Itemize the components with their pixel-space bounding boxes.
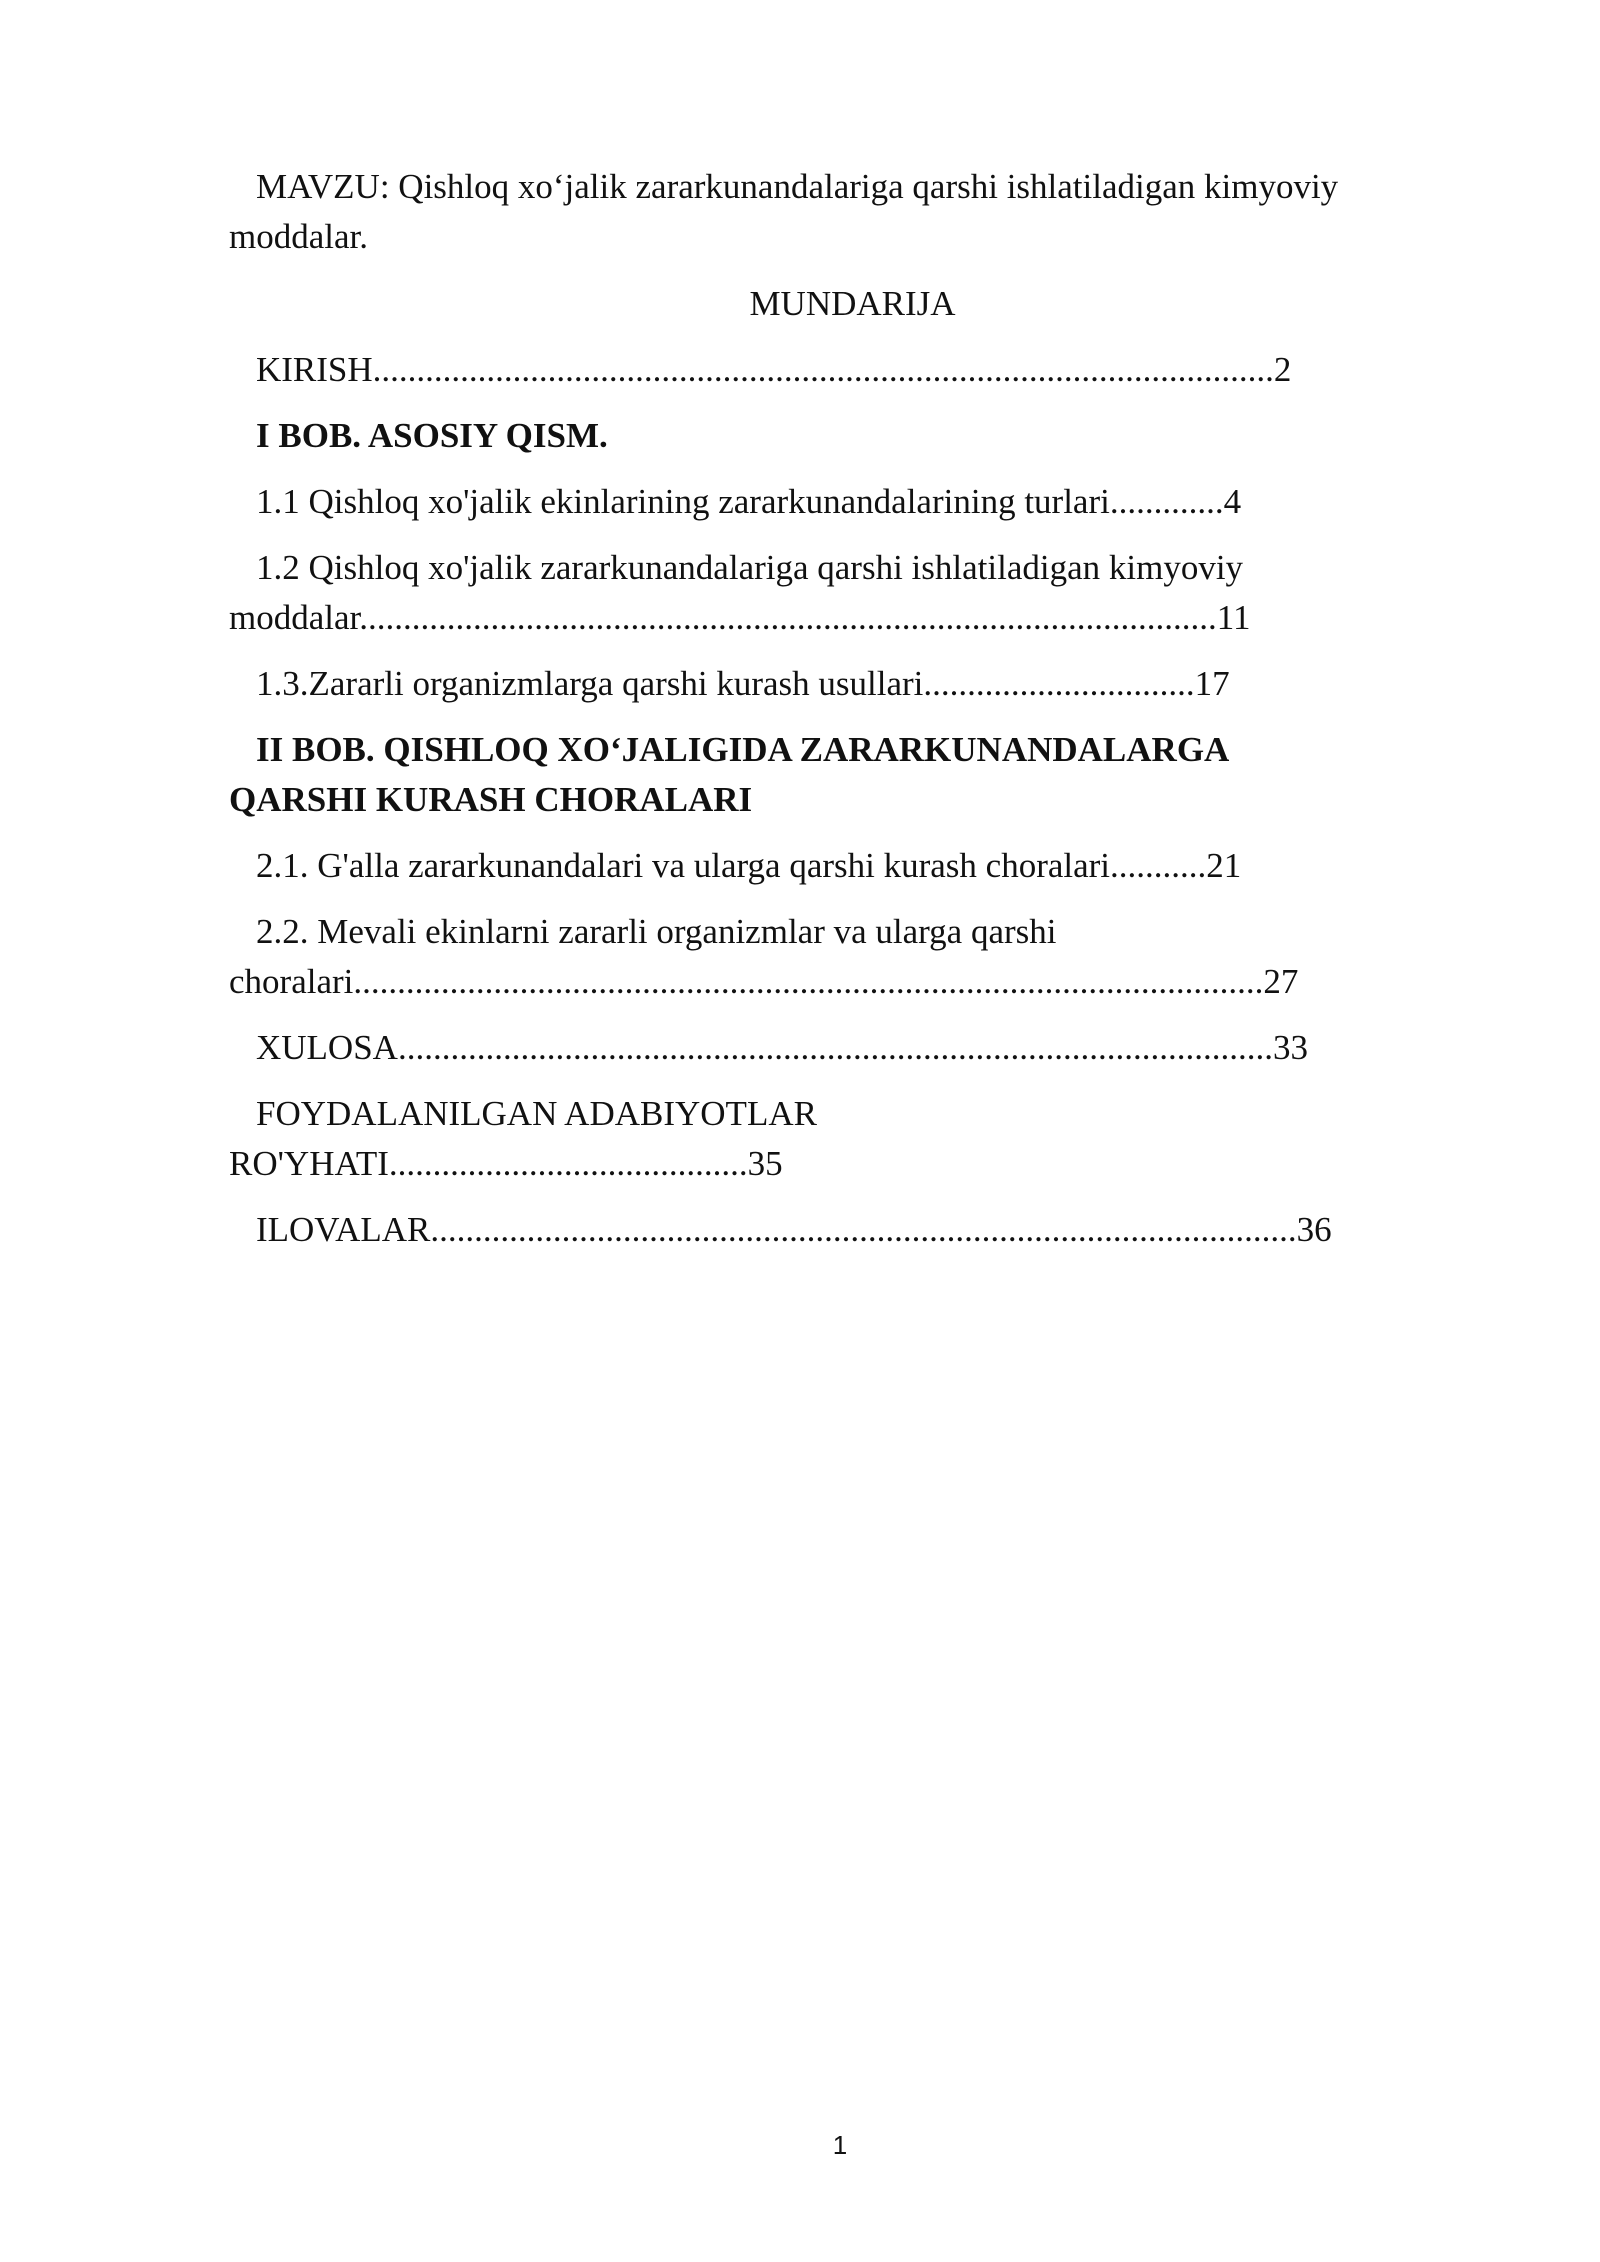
toc-entry-1-2-line-2: moddalar..................................................................................................11 bbox=[229, 598, 1251, 637]
page-number: 1 bbox=[832, 2130, 848, 2160]
toc-title: MUNDARIJA bbox=[749, 284, 956, 323]
toc-entry-xulosa: XULOSA....................................................................................................33 bbox=[256, 1028, 1308, 1067]
toc-entry-2-2-line-1: 2.2. Mevali ekinlarni zararli organizmlar va ularga qarshi bbox=[256, 912, 1057, 951]
toc-entry-1-3: 1.3.Zararli organizmlarga qarshi kurash usullari...............................17 bbox=[256, 664, 1230, 703]
toc-entry-1-2-line-1: 1.2 Qishloq xo'jalik zararkunandalariga qarshi ishlatiladigan kimyoviy bbox=[256, 548, 1244, 587]
toc-entry-adabiyotlar-line-2: RO'YHATI.........................................35 bbox=[229, 1144, 783, 1183]
toc-chapter-1: I BOB. ASOSIY QISM. bbox=[256, 416, 608, 455]
topic-line-2: moddalar. bbox=[229, 217, 368, 256]
toc-entry-2-1: 2.1. G'alla zararkunandalari va ularga qarshi kurash choralari...........21 bbox=[256, 846, 1242, 885]
topic-line-1: MAVZU: Qishloq xo‘jalik zararkunandalariga qarshi ishlatiladigan kimyoviy bbox=[256, 167, 1339, 206]
toc-chapter-2-line-2: QARSHI KURASH CHORALARI bbox=[229, 780, 753, 819]
toc-entry-1-1: 1.1 Qishloq xo'jalik ekinlarining zararkunandalarining turlari.............4 bbox=[256, 482, 1242, 521]
toc-chapter-2-line-1: II BOB. QISHLOQ XO‘JALIGIDA ZARARKUNANDALARGA bbox=[256, 730, 1230, 769]
toc-entry-2-2-line-2: choralari........................................................................................................27 bbox=[229, 962, 1299, 1001]
toc-entry-ilovalar: ILOVALAR...................................................................................................36 bbox=[256, 1210, 1332, 1249]
toc-entry-adabiyotlar-line-1: FOYDALANILGAN ADABIYOTLAR bbox=[256, 1094, 817, 1133]
toc-entry-kirish: KIRISH.......................................................................................................2 bbox=[256, 350, 1292, 389]
